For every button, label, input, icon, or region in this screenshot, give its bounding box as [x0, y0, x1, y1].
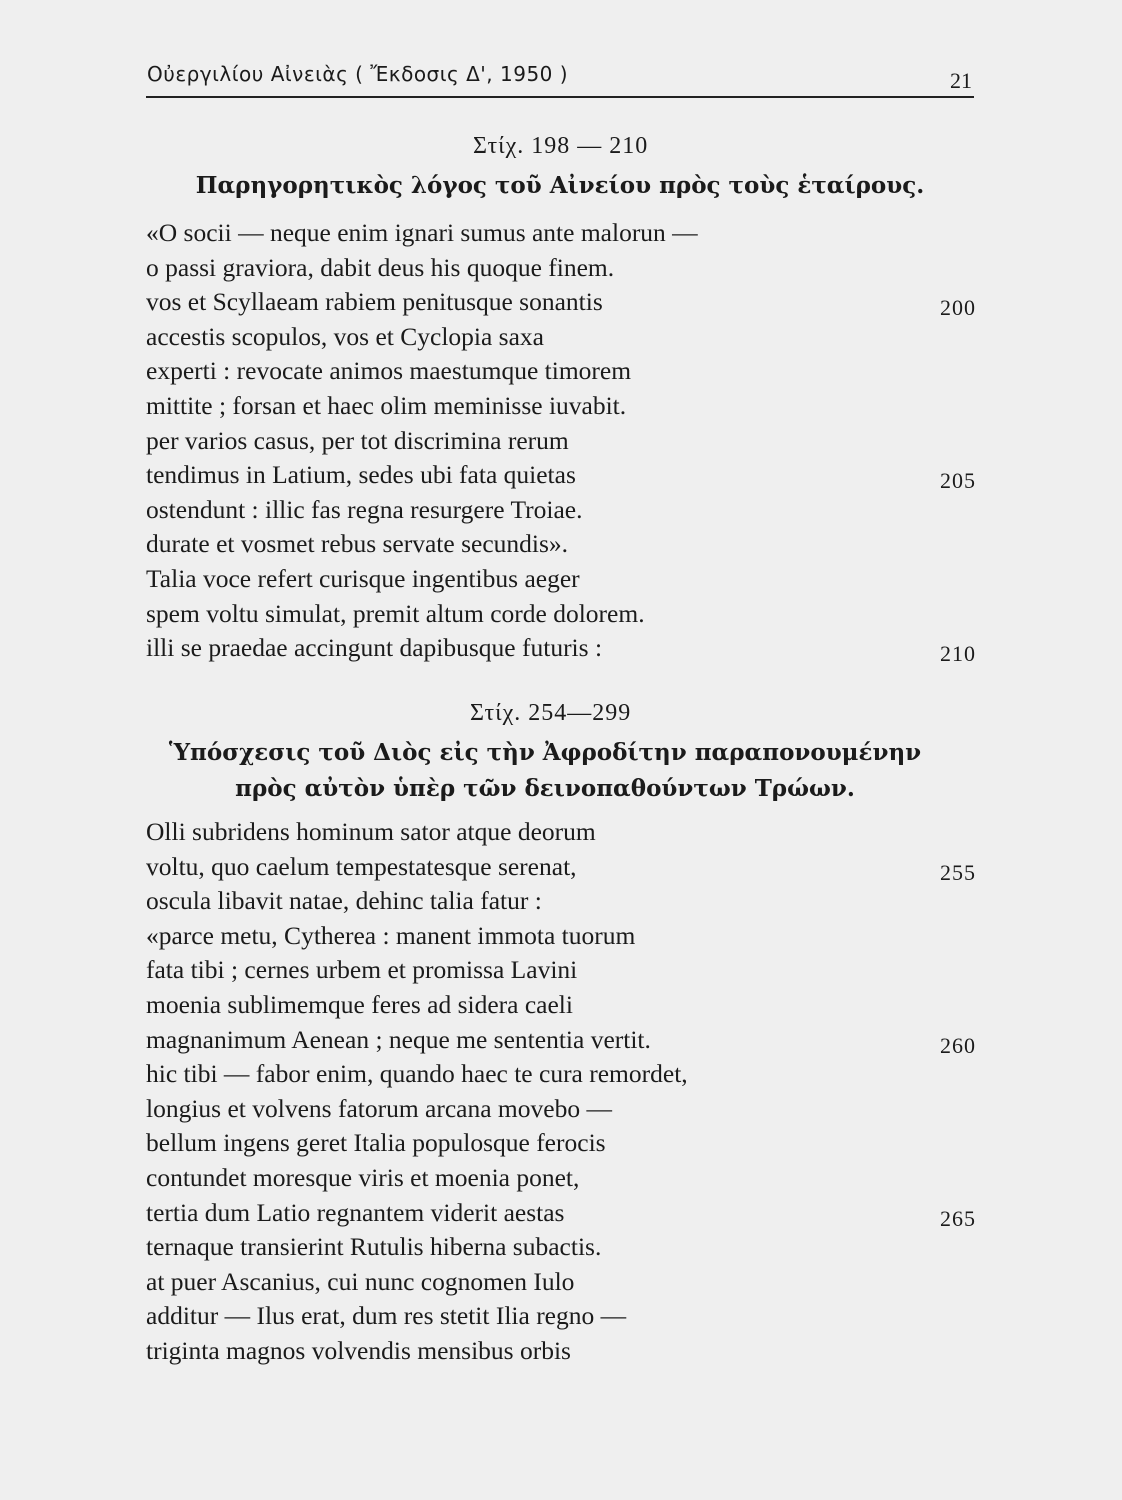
verse-text: fata tibi ; cernes urbem et promissa Lavini	[146, 955, 578, 985]
verse-text: mittite ; forsan et haec olim meminisse iuvabit.	[146, 390, 627, 420]
verse-text: triginta magnos volvendis mensibus orbis	[146, 1335, 571, 1365]
verse-line	[146, 493, 976, 528]
verse-text: hic tibi — fabor enim, quando haec te cura remordet,	[146, 1059, 688, 1089]
line-number: 265	[940, 1205, 976, 1231]
verse-text: ternaque transierint Rutulis hiberna subactis.	[146, 1232, 602, 1262]
verse-line	[146, 953, 976, 988]
verse-line	[146, 1334, 976, 1369]
header-rule	[146, 96, 974, 98]
verse-line	[146, 1057, 976, 1092]
line-number: 260	[940, 1032, 976, 1058]
verse-text: o passi graviora, dabit deus his quoque finem.	[146, 252, 615, 282]
verse-text: voltu, quo caelum tempestatesque serenat,	[146, 851, 577, 881]
verse-text: per varios casus, per tot discrimina rerum	[146, 425, 569, 455]
section-2-verses	[146, 815, 976, 1369]
verse-line	[146, 562, 976, 597]
verse-line	[146, 988, 976, 1023]
verse-line	[146, 458, 976, 493]
verse-text: tendimus in Latium, sedes ubi fata quietas	[146, 460, 576, 490]
verse-line	[146, 1126, 976, 1161]
line-number: 255	[940, 859, 976, 885]
page-number: 21	[950, 68, 972, 93]
verse-text: contundet moresque viris et moenia ponet,	[146, 1162, 580, 1192]
verse-text: Olli subridens hominum sator atque deorum	[146, 817, 596, 846]
section-2-title	[150, 735, 940, 807]
verse-text: magnanimum Aenean ; neque me sententia vertit.	[146, 1024, 651, 1054]
section-2-title-line: Ὑπόσχεσις τοῦ Διὸς εἰς τὴν Ἀφροδίτην παραπονουμένην	[168, 739, 922, 766]
verse-line	[146, 884, 976, 919]
verse-line	[146, 1265, 976, 1300]
verse-text: bellum ingens geret Italia populosque ferocis	[146, 1128, 606, 1158]
verse-text: spem voltu simulat, premit altum corde dolorem.	[146, 598, 645, 628]
verse-line	[146, 251, 976, 286]
verse-line	[146, 631, 976, 666]
section-1-verse-range: Στίχ. 198 — 210	[473, 133, 649, 159]
verse-text: accestis scopulos, vos et Cyclopia saxa	[146, 321, 544, 351]
verse-text: at puer Ascanius, cui nunc cognomen Iulo	[146, 1266, 575, 1296]
verse-text: vos et Scyllaeam rabiem penitusque sonantis	[146, 287, 603, 317]
verse-line	[146, 527, 976, 562]
verse-text: Talia voce refert curisque ingentibus aeger	[146, 563, 580, 593]
verse-text: longius et volvens fatorum arcana movebo —	[146, 1093, 612, 1123]
line-number: 200	[940, 295, 976, 321]
section-1-title	[150, 168, 970, 204]
verse-text: «parce metu, Cytherea : manent immota tuorum	[146, 920, 636, 950]
verse-line	[146, 285, 976, 320]
verse-line	[146, 815, 976, 850]
verse-line	[146, 1161, 976, 1196]
verse-text: durate et vosmet rebus servate secundis».	[146, 529, 569, 559]
verse-line	[146, 1023, 976, 1058]
verse-line	[146, 1230, 976, 1265]
line-number: 205	[940, 468, 976, 494]
verse-line	[146, 597, 976, 632]
line-number: 210	[940, 641, 976, 667]
verse-text: illi se praedae accingunt dapibusque futuris :	[146, 633, 603, 663]
verse-text: tertia dum Latio regnantem viderit aestas	[146, 1197, 565, 1227]
section-1-verses	[146, 216, 976, 666]
verse-line	[146, 424, 976, 459]
section-2-verse-range: Στίχ. 254—299	[470, 700, 632, 726]
verse-text: experti : revocate animos maestumque timorem	[146, 356, 632, 386]
verse-text: moenia sublimemque feres ad sidera caeli	[146, 989, 573, 1019]
verse-text: «O socii — neque enim ignari sumus ante malorun —	[146, 218, 698, 247]
verse-text: ostendunt : illic fas regna resurgere Troiae.	[146, 494, 583, 524]
verse-line	[146, 1196, 976, 1231]
section-1-title-line: Παρηγορητικὸς λόγος τοῦ Αἰνείου πρὸς τοὺς ἑταίρους.	[195, 172, 925, 199]
verse-line	[146, 850, 976, 885]
running-title: Οὐεργιλίου Αἰνειὰς ( Ἔκδοσις Δ', 1950 )	[147, 62, 569, 86]
verse-line	[146, 1092, 976, 1127]
verse-line	[146, 320, 976, 355]
verse-text: additur — Ilus erat, dum res stetit Ilia regno —	[146, 1301, 627, 1331]
verse-text: oscula libavit natae, dehinc talia fatur :	[146, 886, 542, 916]
verse-line	[146, 1299, 976, 1334]
verse-line	[146, 389, 976, 424]
section-2-title-line: πρὸς αὐτὸν ὑπὲρ τῶν δεινοπαθούντων Τρώων.	[235, 775, 855, 802]
verse-line	[146, 919, 976, 954]
verse-line	[146, 354, 976, 389]
verse-line	[146, 216, 976, 251]
